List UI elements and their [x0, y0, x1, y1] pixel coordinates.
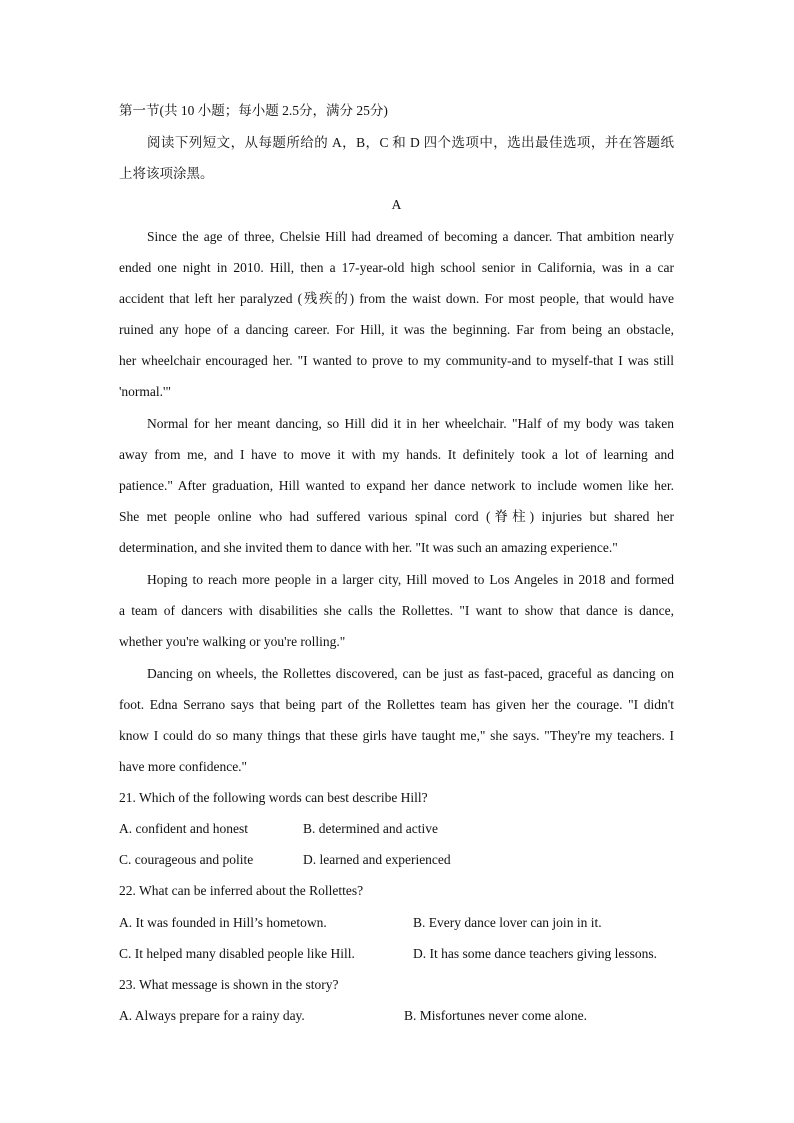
- question-23-stem: 23. What message is shown in the story?: [119, 977, 339, 992]
- question-23-option-a: A. Always prepare for a rainy day.: [119, 1008, 305, 1023]
- paragraph-4-line-3: know I could do so many things that these girls have taught me," she says. "They're my teachers. I: [119, 728, 674, 743]
- instruction-line-1: 阅读下列短文，从每题所给的 A，B，C 和 D 四个选项中，选出最佳选项，并在答题纸: [147, 135, 674, 150]
- instruction-line-2: 上将该项涂黑。: [119, 166, 214, 181]
- question-22-option-d: D. It has some dance teachers giving lessons.: [413, 946, 658, 961]
- paragraph-2-line-4: She met people online who had suffered various spinal cord (脊柱) injuries but shared her: [119, 509, 674, 524]
- question-22-stem: 22. What can be inferred about the Rollettes?: [119, 883, 364, 898]
- paragraph-1-line-5: her wheelchair encouraged her. "I wanted to prove to my community-and to myself-that I was still: [119, 353, 674, 368]
- question-23-option-b: B. Misfortunes never come alone.: [404, 1008, 587, 1023]
- question-21-option-b: B. determined and active: [303, 821, 438, 836]
- paragraph-4-line-2: foot. Edna Serrano says that being part of the Rollettes team has given her the courage. "I didn't: [119, 697, 674, 712]
- paragraph-2-line-5: determination, and she invited them to dance with her. "It was such an amazing experience.": [119, 540, 618, 555]
- question-22-option-c: C. It helped many disabled people like Hill.: [119, 946, 355, 961]
- paragraph-2-line-1: Normal for her meant dancing, so Hill did it in her wheelchair. "Half of my body was taken: [147, 416, 674, 431]
- paragraph-1-line-1: Since the age of three, Chelsie Hill had dreamed of becoming a dancer. That ambition nearly: [147, 229, 674, 244]
- paragraph-1-line-2: ended one night in 2010. Hill, then a 17-year-old high school senior in California, was in a car: [119, 260, 674, 275]
- paragraph-2-line-2: away from me, and I have to move it with my hands. It definitely took a lot of learning and: [119, 447, 674, 462]
- paragraph-1-line-6: 'normal.'": [119, 384, 171, 399]
- question-22-option-b: B. Every dance lover can join in it.: [413, 915, 602, 930]
- paragraph-4-line-4: have more confidence.": [119, 759, 248, 774]
- section-header: 第一节(共 10 小题；每小题 2.5分，满分 25分): [119, 103, 388, 118]
- question-21-stem: 21. Which of the following words can best describe Hill?: [119, 790, 428, 805]
- paragraph-1-line-3: accident that left her paralyzed (残疾的) from the waist down. For most people, that would have: [119, 291, 674, 306]
- question-22-option-a: A. It was founded in Hill’s hometown.: [119, 915, 327, 930]
- paragraph-3-line-3: whether you're walking or you're rolling.": [119, 634, 346, 649]
- paragraph-3-line-1: Hoping to reach more people in a larger city, Hill moved to Los Angeles in 2018 and formed: [147, 572, 674, 587]
- question-21-option-a: A. confident and honest: [119, 821, 248, 836]
- question-21-option-d: D. learned and experienced: [303, 852, 451, 867]
- passage-label: A: [391, 197, 402, 212]
- paragraph-4-line-1: Dancing on wheels, the Rollettes discovered, can be just as fast-paced, graceful as dancing on: [147, 666, 674, 681]
- paragraph-2-line-3: patience." After graduation, Hill wanted to expand her dance network to include women like her.: [119, 478, 674, 493]
- paragraph-1-line-4: ruined any hope of a dancing career. For Hill, it was the beginning. Far from being an obstacle,: [119, 322, 674, 337]
- paragraph-3-line-2: a team of dancers with disabilities she calls the Rollettes. "I want to show that dance is dance,: [119, 603, 674, 618]
- question-21-option-c: C. courageous and polite: [119, 852, 254, 867]
